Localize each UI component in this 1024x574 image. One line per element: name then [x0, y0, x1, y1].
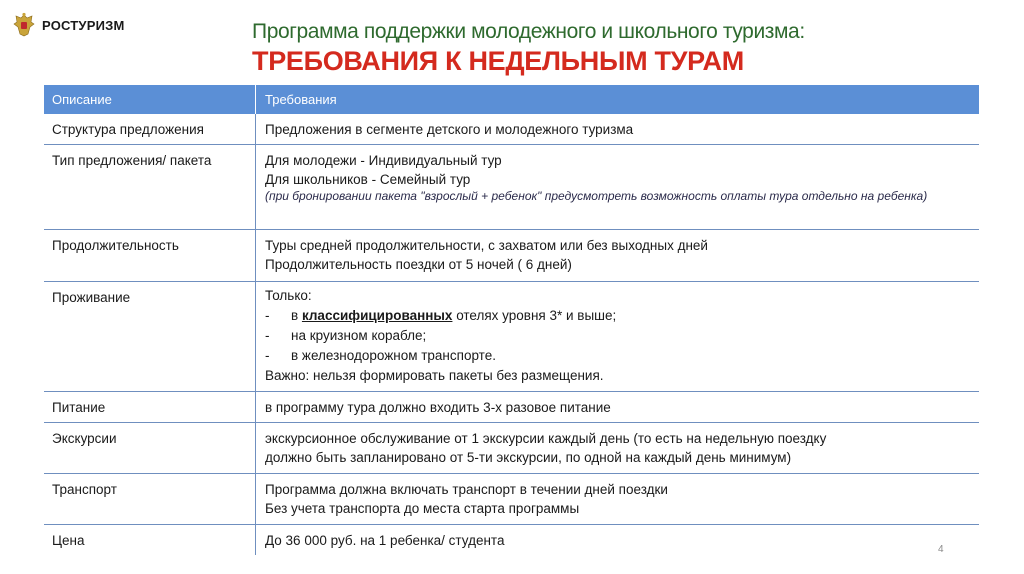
bullet-dash: - [265, 348, 270, 363]
value-line: Только: [265, 288, 312, 303]
bullet-text: в железнодорожном транспорте. [291, 348, 496, 363]
bullet-dash: - [265, 328, 270, 343]
table-row [44, 145, 979, 230]
bullet-item [265, 326, 979, 346]
value-line: До 36 000 руб. на 1 ребенка/ студента [265, 533, 505, 548]
value-line: Туры средней продолжительности, с захватом или без выходных дней [265, 238, 708, 253]
row-label: Структура предложения [44, 114, 256, 144]
row-label: Экскурсии [44, 423, 256, 473]
row-value [256, 230, 979, 281]
table-header [44, 85, 979, 114]
brand-name: РОСТУРИЗМ [42, 17, 125, 33]
table-row [44, 282, 979, 392]
row-label: Проживание [44, 282, 256, 391]
value-note: (при бронировании пакета "взрослый + ребенок" предусмотреть возможность оплаты тура отдельно на ребенка) [265, 189, 928, 203]
table-row [44, 474, 979, 525]
value-line: должно быть запланировано от 5-ти экскурсии, по одной на каждый день минимум) [265, 450, 792, 465]
value-line: в программу тура должно входить 3-х разовое питание [265, 400, 611, 415]
table-row [44, 114, 979, 145]
row-value [256, 474, 979, 524]
value-line: экскурсионное обслуживание от 1 экскурсии каждый день (то есть на недельную поездку [265, 431, 827, 446]
row-value [256, 282, 979, 391]
value-line: Без учета транспорта до места старта программы [265, 501, 580, 516]
bullet-text: отелях уровня 3* и выше; [452, 308, 617, 323]
value-line: Продолжительность поездки от 5 ночей ( 6 дней) [265, 257, 572, 272]
page-number: 4 [938, 544, 944, 555]
row-value [256, 392, 979, 422]
column-header-requirements: Требования [265, 92, 337, 107]
brand-logo [12, 12, 125, 38]
row-value [256, 423, 979, 473]
table-row [44, 392, 979, 423]
row-label: Цена [44, 525, 256, 555]
value-line: Предложения в сегменте детского и молодежного туризма [265, 122, 634, 137]
coat-of-arms-icon [12, 12, 36, 38]
value-line: Для школьников - Семейный тур [265, 172, 471, 187]
bullet-text: в [291, 308, 302, 323]
row-value [256, 114, 979, 144]
row-label: Питание [44, 392, 256, 422]
requirements-table [44, 85, 979, 555]
row-label: Тип предложения/ пакета [44, 145, 256, 229]
important-text: Важно: нельзя формировать пакеты без размещения. [265, 368, 604, 383]
bullet-item [265, 306, 979, 326]
column-header-description: Описание [44, 85, 256, 114]
table-row [44, 525, 979, 555]
classified-link[interactable]: классифицированных [301, 308, 453, 323]
row-value [256, 525, 979, 555]
value-line: Программа должна включать транспорт в течении дней поездки [265, 482, 668, 497]
table-row [44, 423, 979, 474]
row-label: Продолжительность [44, 230, 256, 281]
bullet-text: на круизном корабле; [291, 328, 427, 343]
page-title: ТРЕБОВАНИЯ К НЕДЕЛЬНЫМ ТУРАМ [252, 46, 744, 76]
bullet-item [265, 346, 979, 366]
row-value [256, 145, 979, 229]
page-subtitle: Программа поддержки молодежного и школьного туризма: [252, 20, 805, 43]
value-line: Для молодежи - Индивидуальный тур [265, 153, 502, 168]
bullet-dash: - [265, 308, 270, 323]
row-label: Транспорт [44, 474, 256, 524]
table-row [44, 230, 979, 282]
important-note [265, 366, 979, 386]
